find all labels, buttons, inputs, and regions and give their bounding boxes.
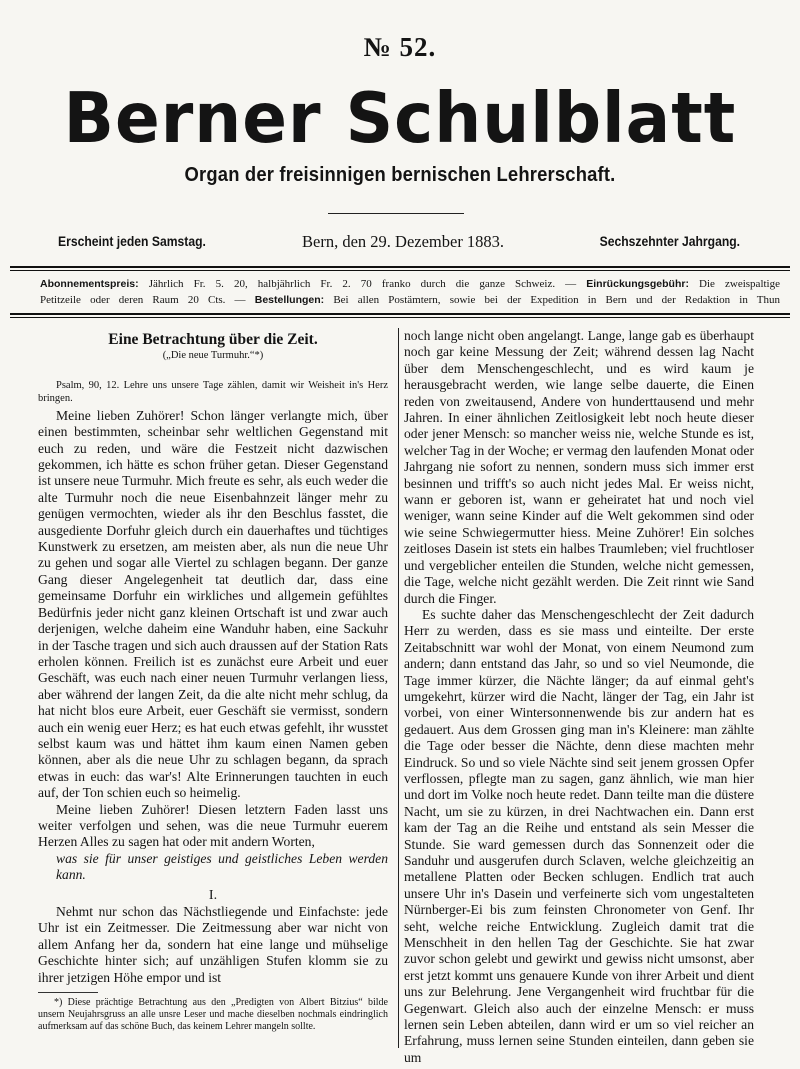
subtitle-divider xyxy=(328,213,464,214)
subscription-line-1 xyxy=(40,276,780,292)
masthead-subtitle: Organ der freisinnigen bernischen Lehrerschaft. xyxy=(184,164,616,186)
footnote: *) Diese prächtige Betrachtung aus den „Predigten von Albert Bitzius“ bilde unsern Neujahrsgruss an alle unsre Leser und mache dieselben nochmals eindringlich aufmerksam auf das schöne Buch, das keinem Lehrer mangeln sollte. xyxy=(38,997,388,1033)
publication-frequency: Erscheint jeden Samstag. xyxy=(58,234,206,249)
footnote-divider xyxy=(38,992,98,993)
column-divider xyxy=(398,328,399,1048)
line2-start: Petitzeile oder deren Raum 20 Cts. — xyxy=(40,294,255,306)
masthead-title: Berner Schulblatt xyxy=(63,78,737,159)
issue-number: № 52. xyxy=(363,32,437,62)
article-subtitle: („Die neue Turmuhr.“*) xyxy=(162,350,264,362)
insertion-text: Die zweispaltige xyxy=(688,278,780,290)
orders-label: Bestellungen: xyxy=(254,294,325,306)
issue-date: Bern, den 29. Dezember 1883. xyxy=(302,232,505,251)
paragraph: Meine lieben Zuhörer! Schon länger verlangte mich, über einen bestimmten, scheinbar sehr weltlichen Gegenstand mit euch zu reden, und wäre die Festzeit nicht dazwischen gekommen, ich hätte es schon früher getan. Dieser Gegenstand ist unsere neue Turmuhr. Mich freute es sehr, als euch weder die alte Turmuhr noch die neue Eisenbahnzeit länger mehr zu genügen vermochten, wieder als ihr den Beschlus fasstet, die ausgediente Dorfuhr gleich durch ein dauerhaftes und tüchtiges Kunstwerk zu ersetzen, am meisten aber, als nun die neue Uhr zu gehen und sogar alle Viertel zu schlagen begann. Der ganze Gang dieser Angelegenheit tat deutlich dar, dass eine gemeinsame Dorfuhr ein wirkliches und allgemein gefühltes Bedürfnis jeder nicht ganz kleinen Ortschaft ist und zwar auch derjenigen, welche daheim eine Wanduhr haben, eine Sackuhr in der Tasche tragen und sich auch draussen auf der Station Rats erholen können. Freilich ist es zunächst eure Arbeit und euer Geschäft, was euch nach einer neuen Turmuhr verlangen liess, aber während der langen Zeit, da die alte nicht mehr schlug, da hat nicht blos eure Arbeit, euer Geschäft sie vermisst, sondern auch ein wenig euer Herz; es hat euch etwas gefehlt, ihr wusstet selbst kaum was und hättet ihm kaum einen Namen geben können, aber als die neue Uhr zu schlagen begann, da sprach etwas in euch: das war's! Alte Erinnerungen tauchten in euch auf, der Ton schien euch so heimelig. xyxy=(38,407,388,801)
dateline xyxy=(20,232,780,254)
paragraph: Es suchte daher das Menschengeschlecht der Zeit dadurch Herr zu werden, dass es sie mass und einteilte. Der erste Zeitabschnitt war wohl der Monat, von einem Neumond zum andern; dann entstand das Jahr, so und so viel Neumonde, die Tage immer kürzer, die Nächte länger; da auf einmal geht's umgekehrt, kürzer wird die Nacht, länger der Tag, ein Jahr ist vorbei, von einer Wintersonnenwende bis zur andern hat es gedauert. Aus dem Grossen ging man in's Kleinere: man zählte die Tage oder besser die Nächte, denn diese machten mehr Eindruck. So und so viele Nächte sind seit jenem grossen Opfer verflossen, pflegte man zu sagen, ganz ähnlich, wie man hier und dort im Volke noch heute redet. Dann teilte man die düstere Nacht, um sie zu kürzen, in drei Nachtwachen ein. Dann erst kam der Tag an die Reihe und entstand als sein Messer die Stunde. Sie ward gemessen durch das Sonnenzeit oder die Sanduhr und ausgerufen durch Sclaven, welche gleichzeitig an metallene Platten oder Becken schlugen. Endlich trat auch unsere Uhr in's Dasein und verfeinerte sich vom ungestalteten Nürnberger-Ei bis zum feinsten Chronometer von Genf. Ihr seht, welche reiche Entwicklung. Zugleich damit trat die Menschheit in den hellen Tag der Geschichte. Sie hat zwar zuvor schon gelebt und gewirkt und gewiss nicht umsonst, aber erst jetzt kommt uns genauere Kunde von ihrer Arbeit und dient uns zur Belehrung. Jene Vergangenheit wird fruchtbar für die Gegenwart. Gleich also auch der einzelne Mensch: er muss lernen sein Leben abteilen, dann wird er um so viel reicher an Erfahrung, muss lernen seine Stunden einteilen, dann geben sie um xyxy=(404,606,754,1065)
orders-text: Bei allen Postämtern, sowie bei der Expedition in Bern und der Redaktion in Thun xyxy=(324,294,780,306)
left-column xyxy=(38,328,388,1033)
article-title: Eine Betrachtung über die Zeit. xyxy=(108,331,318,348)
paragraph: noch lange nicht oben angelangt. Lange, lange gab es überhaupt noch gar keine Messung der Zeit; während dessen lag Nacht über dem Menschengeschlecht, und es wird kaum je herausgebracht werden, wie lange selbe dauerte, die Einen reden von zweitausend, Andere von hunderttausend und mehr Jahren. In einer ähnlichen Zeitlosigkeit lebt noch heute dieser oder jener Mensch: so mancher weiss nie, welche Stunde es ist, welcher Tag in der Woche; er vermag den laufenden Monat oder Jahrgang nie sofort zu nennen, sondern muss sich immer erst besinnen und trifft's so auch nicht jedes Mal. Er weiss nicht, wann er geboren ist, wann er geheiratet hat und noch viel weniger, wann seine Kinder auf die Welt gekommen sind oder wie seine Schwiegermutter hiess. Meine Zuhörer! Ein solches zeitloses Dasein ist stets ein halbes Traumleben; viel fruchtloser und vergeblicher enteilen die Stunden, welche nicht gemessen, die Tage, welche nicht gezählt werden. Die Zeit rinnt wie Sand durch die Finger. xyxy=(404,328,754,606)
subscription-line-2 xyxy=(40,292,780,308)
price-label: Abonnementspreis: xyxy=(40,278,139,290)
paragraph: Nehmt nur schon das Nächstliegende und Einfachste: jede Uhr ist ein Zeitmesser. Die Zeitmessung aber war nicht von allem Anfang her da, sondern hat eine lange und mühselige Geschichte hinter sich; auf unzähligen Stufen klomm sie zu ihrer jetzigen Höhe empor und ist xyxy=(38,904,388,985)
subscription-info xyxy=(40,276,780,308)
price-text: Jährlich Fr. 5. 20, halbjährlich Fr. 2. 70 franko durch die ganze Schweiz. — xyxy=(138,278,587,290)
header-rule-top xyxy=(10,266,790,271)
italic-quote: was sie für unser geistiges und geistliches Leben werden kann. xyxy=(56,850,388,883)
volume-label: Sechszehnter Jahrgang. xyxy=(599,234,740,249)
scripture-quote: Psalm, 90, 12. Lehre uns unsere Tage zählen, damit wir Weisheit in's Herz bringen. xyxy=(38,379,388,404)
header-rule-bottom xyxy=(10,313,790,318)
paragraph: Meine lieben Zuhörer! Diesen letztern Faden lasst uns weiter verfolgen und sehen, was die neue Turmuhr euerem Herzen Alles zu sagen hat oder mit andern Worten, xyxy=(38,801,388,850)
right-column xyxy=(404,328,754,1066)
insertion-label: Einrückungsgebühr: xyxy=(586,278,689,290)
section-heading: I. xyxy=(208,887,218,903)
